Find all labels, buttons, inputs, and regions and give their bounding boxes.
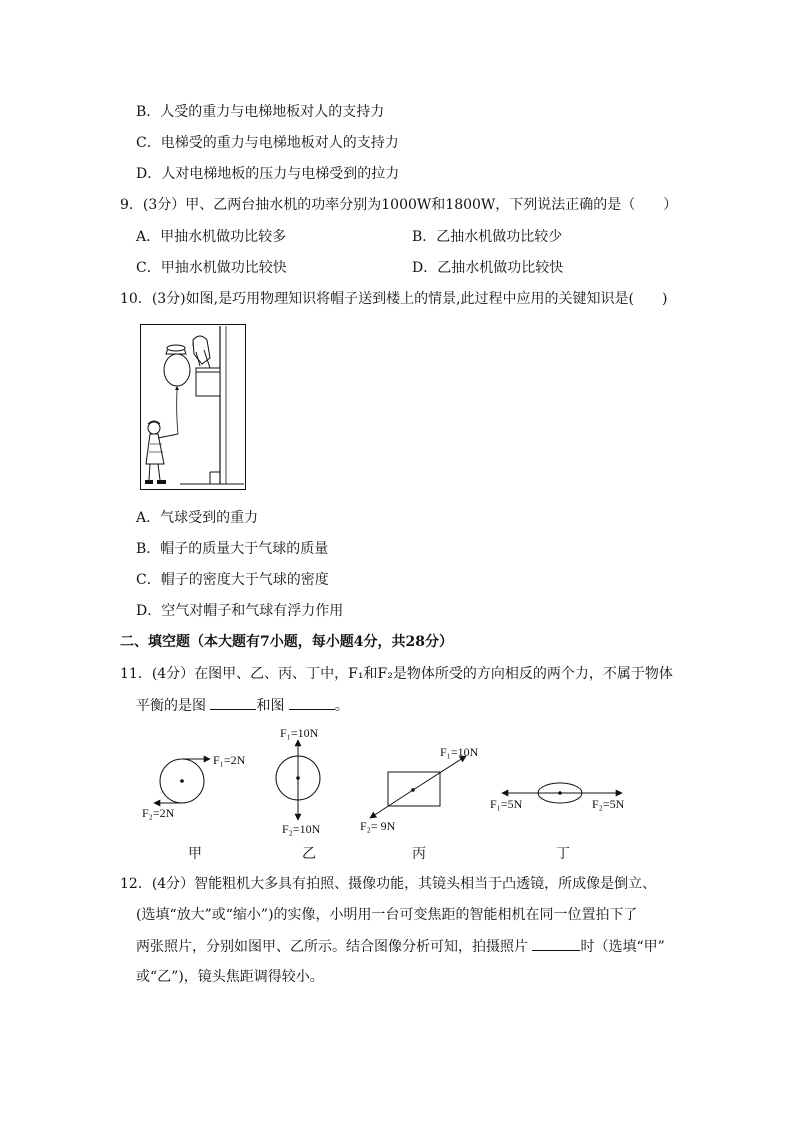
ding-f1-label: F₁=5N (490, 797, 523, 811)
q8-option-c: C．电梯受的重力与电梯地板对人的支持力 (136, 135, 399, 151)
q12-blank[interactable] (532, 936, 580, 951)
q11-stem-line2 (136, 695, 349, 716)
q12-line3-text: 两张照片，分别如图甲、乙所示。结合图像分析可知，拍摄照片 (136, 939, 528, 955)
force-diagrams (130, 720, 650, 870)
bing-f1-label: F₁=10N (440, 745, 479, 759)
ding-caption: 丁 (556, 846, 570, 862)
q10-option-a: A．气球受到的重力 (136, 510, 259, 526)
jia-f1-label: F₁=2N (213, 753, 246, 767)
yi-f1-label: F₁=10N (280, 726, 319, 740)
yi-f2-label: F₂=10N (282, 822, 321, 836)
bing-caption: 丙 (412, 846, 426, 862)
yi-caption: 乙 (302, 846, 316, 862)
q9-option-d: D．乙抽水机做功比较快 (412, 260, 564, 276)
q11-stem-line1: 11．(4分）在图甲、乙、丙、丁中，F₁和F₂是物体所受的方向相反的两个力，不属于物体 (120, 666, 673, 682)
figure-yi (276, 726, 321, 862)
q10-option-b: B．帽子的质量大于气球的质量 (136, 541, 329, 557)
q8-option-b: B．人受的重力与电梯地板对人的支持力 (136, 104, 385, 120)
q11-text-a: 平衡的是图 (136, 698, 206, 714)
jia-f2-label: F₂=2N (142, 806, 175, 820)
q11-text-b: 和图 (256, 698, 285, 714)
figure-ding (490, 783, 625, 862)
figure-bing (360, 745, 479, 862)
jia-caption: 甲 (188, 846, 202, 862)
ding-f2-label: F₂=5N (592, 797, 625, 811)
q11-blank-1[interactable] (210, 695, 256, 710)
q12-line2: (选填“放大”或“缩小”)的实像，小明用一台可变焦距的智能相机在同一位置拍下了 (136, 907, 638, 923)
q12-line3 (136, 936, 665, 957)
q9-option-b: B．乙抽水机做功比较少 (412, 229, 563, 245)
q9-option-a: A．甲抽水机做功比较多 (136, 229, 287, 245)
q11-blank-2[interactable] (289, 695, 335, 710)
q10-option-c: C．帽子的密度大于气球的密度 (136, 572, 329, 588)
q10-option-d: D．空气对帽子和气球有浮力作用 (136, 603, 344, 619)
q10-stem: 10．(3分)如图,是巧用物理知识将帽子送到楼上的情景,此过程中应用的关键知识是( ) (120, 291, 668, 307)
q12-line3-tail: 时（选填“甲” (580, 939, 665, 955)
q9-option-c: C．甲抽水机做功比较快 (136, 260, 287, 276)
balloon-hat-illustration (140, 324, 246, 490)
q12-line4: 或“乙”)，镜头焦距调得较小。 (136, 969, 324, 985)
q8-option-d: D．人对电梯地板的压力与电梯受到的拉力 (136, 166, 400, 182)
q12-line1: 12．(4分）智能粗机大多具有拍照、摄像功能，其镜头相当于凸透镜，所成像是倒立、 (120, 876, 657, 892)
figure-jia (142, 753, 246, 862)
section-heading: 二、填空题（本大题有7小题，每小题4分，共28分） (120, 634, 453, 650)
q11-text-c: 。 (334, 698, 349, 714)
bing-f2-label: F₂= 9N (360, 819, 396, 833)
q9-stem: 9．(3分）甲、乙两台抽水机的功率分别为1000W和1800W，下列说法正确的是（ ） (120, 197, 678, 213)
